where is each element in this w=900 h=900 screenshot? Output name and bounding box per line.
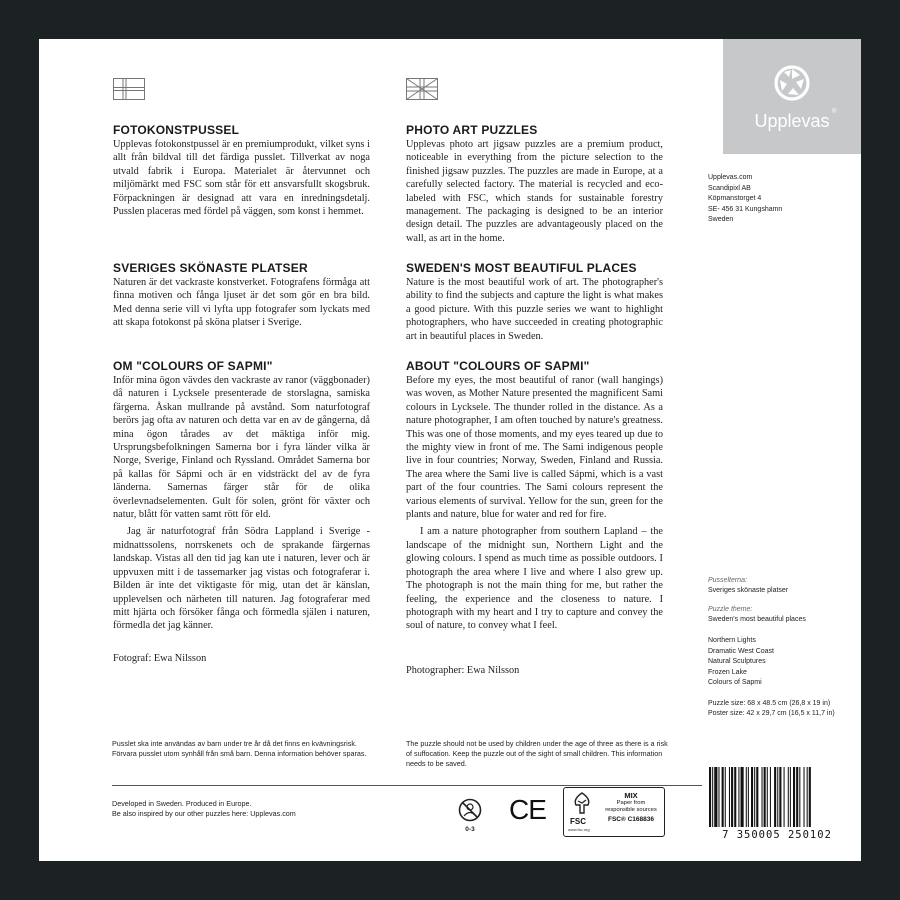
barcode-bar [756,767,758,827]
barcode-bar [751,767,753,827]
fsc-logo-text: FSC [570,817,586,826]
section-title: FOTOKONSTPUSSEL [113,123,240,137]
barcode-bar [741,767,744,827]
barcode-bar [804,767,805,827]
barcode-bar [722,767,724,827]
address-line: SE- 456 31 Kungshamn [708,205,783,213]
series-label-sv: Pusselterna: [708,577,747,584]
section-title: SWEDEN'S MOST BEAUTIFUL PLACES [406,261,637,275]
series-value-sv: Sveriges skönaste platser [708,587,789,594]
barcode-bar [784,767,785,827]
swedish-flag-icon [113,78,145,100]
uk-flag-icon [406,78,438,100]
barcode-bar [767,767,768,827]
fsc-label [563,787,665,837]
section-title: SVERIGES SKÖNASTE PLATSER [113,261,308,275]
barcode-bar [746,767,747,827]
fsc-code: FSC® C168836 [608,816,654,823]
section-text: Before my eyes, the most beautiful of ranor (wall hangings) was woven, as Mother Nature presented the magnificent Sami colours in Lycksele. The thunder rolled in the distance. As a nature photographer, I am often touched by nature's greatness. This was one of those moments, and my eyes teared up due to the mighty view in front of me. The Sami indigenous people live in four countries; Norway, Sweden, Finland and Russia. The area where the Sami live is called Sápmi, which is a vast part of the four countries. The Sami colours represent the various elements of survival. Yellow for the sun, green for the plants and nature, blue for water and red for fire. [406,375,663,521]
barcode-bar [734,767,736,827]
puzzle-title: Natural Sculptures [708,658,766,665]
puzzle-title: Frozen Lake [708,668,747,676]
address-line: Upplevas.com [708,174,753,181]
section-title: ABOUT "COLOURS OF SAPMI" [406,359,590,373]
photographer-credit: Photographer: Ewa Nilsson [406,665,520,676]
section-title: PHOTO ART PUZZLES [406,123,538,137]
barcode-bar [731,767,733,827]
puzzle-size: Puzzle size: 68 x 48.5 cm (26,8 x 19 in) [708,699,831,707]
aperture-icon [774,65,810,101]
barcode-bar [712,767,713,827]
fsc-line1: Paper from [616,800,646,806]
brand-name: Upplevas [754,111,830,131]
series-info [708,576,835,720]
barcode-bar [718,767,719,827]
address-line: Sweden [708,216,734,223]
section-text: Nature is the most beautiful work of art. The photographer's ability to find the subjects and capture the light is what makes a good picture. With this puzzle series we want to highlight photographers, who have succeeded in creating photographic art in beautiful places in Sweden. [406,277,663,342]
barcode-bar [762,767,763,827]
barcode-bar [729,767,730,827]
address-line: Scandipixl AB [708,184,751,192]
ce-mark-icon: CE [509,794,546,825]
section-text: Upplevas fotokonstpussel är en premiumprodukt, vilket syns i allt från bildval till det färdiga pusslet. Tillverkat av noga utvald fabrik i Europa. Materialet är återvunnet och miljömärkt med FSC som står för ett ansvarsfullt skogsbruk. Förpackningen är designad att vara en inredningsdetalj. Pusslen placeras med fördel på väggen, som konst i hemmet. [113,139,370,218]
fsc-line2: responsible sources [605,807,657,813]
barcode-bar [770,767,771,827]
series-label-en: Puzzle theme: [708,605,753,613]
warning-en: The puzzle should not be used by children under the age of three as there is a risk of suffocation. Keep the puzzle out of the sight of small children. This information needs to be saved. [406,739,668,768]
section-text: I am a nature photographer from southern Lapland – the landscape of the midnight sun, Northern Light and the glowing colours. I spend as much time as possible outdoors. I photograph the area where I live and where I also grew up. The photograph is not the main thing for me, but rather the feeling, the experience and the closeness to nature. I photograph with my heart and I try to capture and convey the soul of nature, to convey what I feel. [406,526,663,632]
inspired-text: Be also inspired by our other puzzles here: Upplevas.com [112,809,296,818]
section-title: OM "COLOURS OF SAPMI" [113,359,273,373]
address-line: Köpmanstorget 4 [708,195,762,202]
puzzle-title: Colours of Sapmi [708,679,762,686]
barcode-bar [725,767,726,827]
barcode-bar [748,767,749,827]
barcode-bar [809,767,811,827]
section-text: Jag är naturfotograf från Södra Lappland i Sverige - midnattssolens, norrskenets och de sprakande färgernas landskap. Vistas all den tid jag kan ute i naturen, lever och är uppvuxen mitt i de tassemarker jag vistas och fotograferar i. Bilden är inte det viktigaste för mig, utan det är känslan, upplevelsen och närheten till naturen. Jag fotograferar med mitt hjärta och försöker fånga och förmedla själen i naturen, förmedla det jag känner. [113,526,370,632]
barcode-bar [788,767,789,827]
fsc-tree-icon [568,791,596,817]
barcode-bar [799,767,800,827]
poster-size: Poster size: 42 x 29,7 cm (16,5 x 11,7 in) [708,710,835,717]
barcode-bar [774,767,776,827]
registered-mark: ® [832,109,837,115]
warning-sv: Pusslet ska inte användas av barn under tre år då det finns en kvävningsrisk. Förvara pusslet utom synhåll från små barn. Denna information behöver sparas. [112,739,367,758]
barcode-bar [738,767,739,827]
developed-text: Developed in Sweden. Produced in Europe. [112,799,252,808]
section-text: Naturen är det vackraste konstverket. Fotografens förmåga att finna motiven och fånga ljuset är det som gör en bra bild. Med denna serie vill vi lyfta upp fotografer som lyckats med att skapa fotokonst på sköna platser i Sverige. [113,277,370,329]
barcode-number: 7 350005 250102 [722,829,832,841]
barcode-bar [777,767,778,827]
puzzle-title: Northern Lights [708,637,756,644]
barcode-bar [764,767,766,827]
footer-text [112,799,372,819]
age-label: 0-3 [465,826,475,833]
series-value-en: Sweden's most beautiful places [708,615,806,623]
age-warning-icon [458,798,482,822]
barcode-bar [793,767,795,827]
brand-logo [723,39,861,154]
photographer-credit: Fotograf: Ewa Nilsson [113,653,207,664]
barcode-bar [790,767,791,827]
company-address [708,173,782,226]
barcode-bar [779,767,781,827]
barcode-bar [709,767,711,827]
puzzle-title: Dramatic West Coast [708,647,774,655]
section-text: Upplevas photo art jigsaw puzzles are a premium product, noticeable in everything from the picture selection to the finished jigsaw puzzles. The puzzles are made in Europe, at a carefully selected factory. The material is recycled and eco-labeled with FSC, which stands for sustainable forestry management. The packaging is designed to be an interior design detail. The puzzles are advantageously placed on the wall, as art in the home. [406,139,663,244]
fsc-url: www.fsc.org [568,827,590,832]
barcode-bar [714,767,717,827]
barcode-bar [796,767,798,827]
divider [112,785,702,786]
barcode-bar [807,767,808,827]
fsc-mix: MIX [624,791,638,800]
barcode [703,767,851,829]
barcode-bar [754,767,755,827]
section-text: Inför mina ögon vävdes den vackraste av ranor (väggbonader) då naturen i Lycksele presenterade de storslagna, samiska färgerna. Åskan mullrande på avstånd. Som naturfotograf berörs jag ofta av naturen och detta var en av de gångerna, då mina ögon tårades av det mäktiga inför mig. Ursprungsbefolkningen Samerna bor i fyra länder vilka är Norge, Sverige, Finland och Ryssland. Området Samerna bor på kallas för Sápmi och är en vidsträckt del av de fyra länderna. Samernas färger står för de olika överlevnadselementen. Gult för solen, grönt för växter och natur, blått för vatten samt rött för eld. [113,375,370,521]
puzzle-box-back [39,39,861,861]
